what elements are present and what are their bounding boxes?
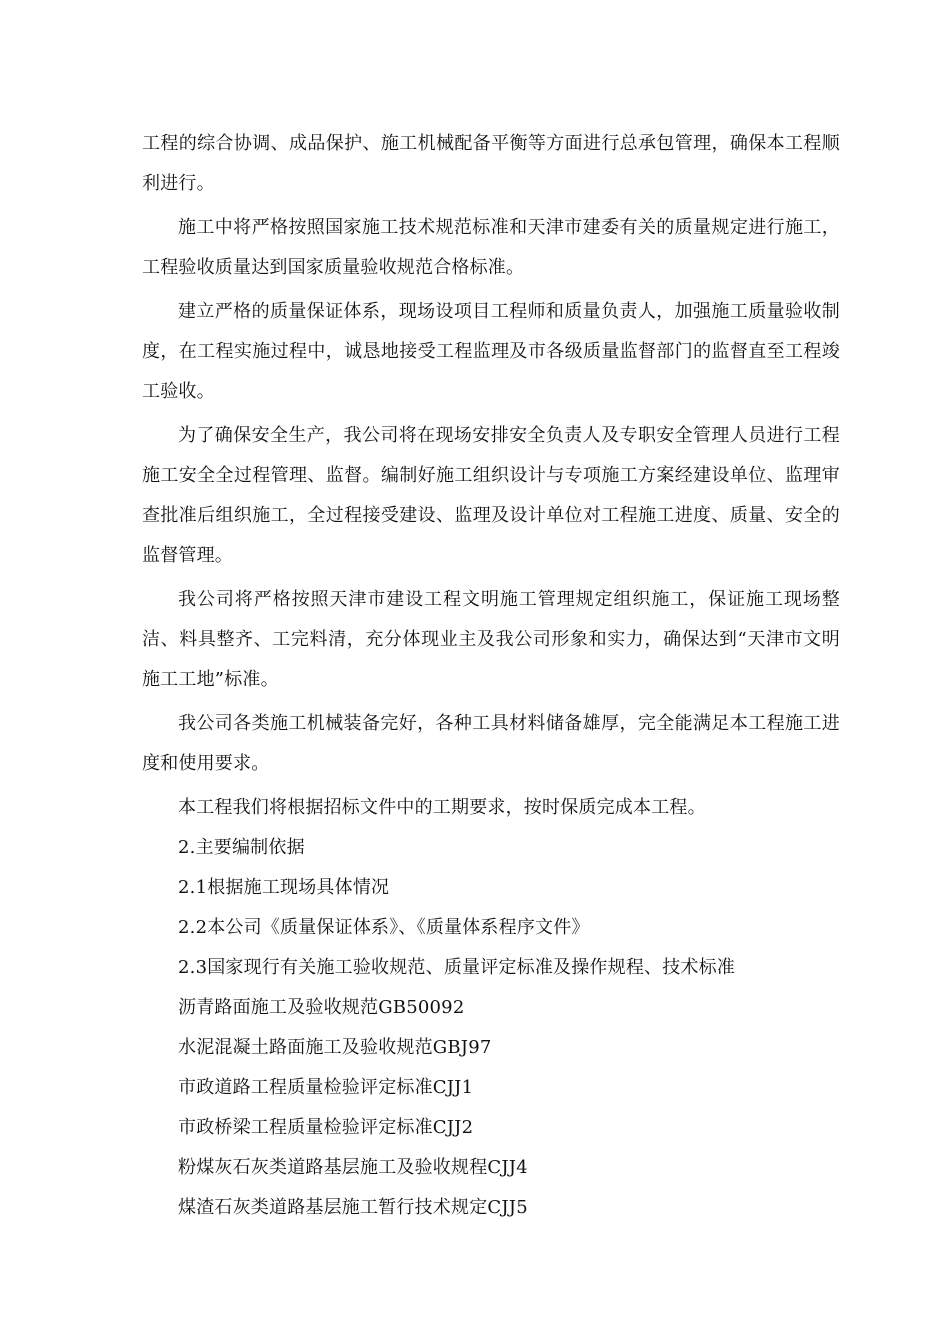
document-page: [142, 124, 840, 1228]
standard-item: 粉煤灰石灰类道路基层施工及验收规程CJJ4: [178, 1157, 528, 1178]
paragraph-safety-production: 为了确保安全生产，我公司将在现场安排安全负责人及专职安全管理人员进行工程施工安全全过程管理、监督。编制好施工组织设计与专项施工方案经建设单位、监理审查批准后组织施工，全过程接受建设、监理及设计单位对工程施工进度、质量、安全的监督管理。: [142, 425, 840, 566]
standard-item: 沥青路面施工及验收规范GB50092: [178, 997, 465, 1018]
list-item: 2.1根据施工现场具体情况: [178, 877, 390, 898]
paragraph-continuation: 工程的综合协调、成品保护、施工机械配备平衡等方面进行总承包管理，确保本工程顺利进行。: [142, 133, 840, 194]
paragraph-quality-system: 建立严格的质量保证体系，现场设项目工程师和质量负责人，加强施工质量验收制度，在工程实施过程中，诚恳地接受工程监理及市各级质量监督部门的监督直至工程竣工验收。: [142, 301, 840, 402]
standard-item: 水泥混凝土路面施工及验收规范GBJ97: [178, 1037, 492, 1058]
paragraph-civilized-construction: 我公司将严格按照天津市建设工程文明施工管理规定组织施工，保证施工现场整洁、料具整齐、工完料清，充分体现业主及我公司形象和实力，确保达到“天津市文明施工工地”标准。: [142, 589, 840, 690]
line-schedule: 本工程我们将根据招标文件中的工期要求，按时保质完成本工程。: [178, 797, 706, 818]
standard-item: 市政道路工程质量检验评定标准CJJ1: [178, 1077, 474, 1098]
paragraph-machinery: 我公司各类施工机械装备完好，各种工具材料储备雄厚，完全能满足本工程施工进度和使用要求。: [142, 713, 840, 774]
standard-item: 市政桥梁工程质量检验评定标准CJJ2: [178, 1117, 474, 1138]
list-item: 2.2本公司《质量保证体系》、《质量体系程序文件》: [178, 917, 590, 938]
standard-item: 煤渣石灰类道路基层施工暂行技术规定CJJ5: [178, 1197, 528, 1218]
list-item: 2.3国家现行有关施工验收规范、质量评定标准及操作规程、技术标准: [178, 957, 736, 978]
paragraph-construction-standards: 施工中将严格按照国家施工技术规范标准和天津市建委有关的质量规定进行施工，工程验收质量达到国家质量验收规范合格标准。: [142, 217, 840, 278]
section-heading-basis: 2.主要编制依据: [178, 837, 305, 858]
